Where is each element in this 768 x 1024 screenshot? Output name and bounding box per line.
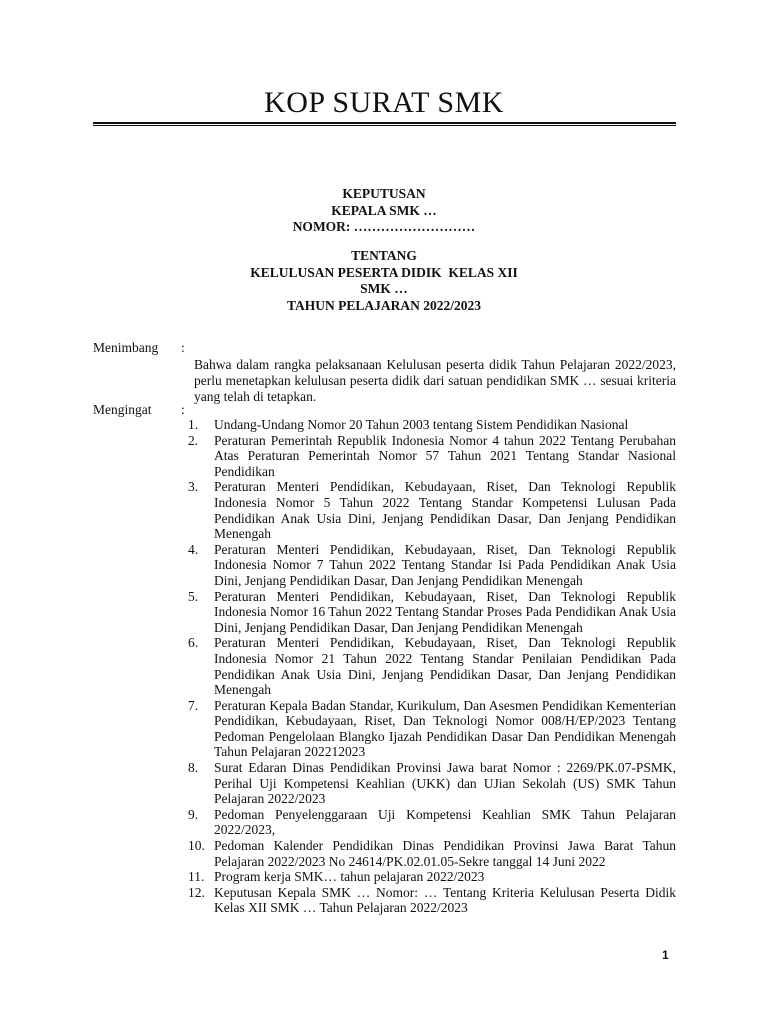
list-item bbox=[188, 807, 676, 838]
list-item bbox=[188, 635, 676, 697]
letterhead-divider bbox=[93, 122, 676, 126]
list-item bbox=[188, 838, 676, 869]
list-item-number: 10. bbox=[188, 838, 205, 854]
list-item-text: Pedoman Kalender Pendidikan Dinas Pendidikan Provinsi Jawa Barat Tahun Pelajaran 2022/2023 No 24614/PK.02.01.05-Sekre tanggal 14 Juni 2022 bbox=[214, 838, 676, 869]
list-item-text: Peraturan Kepala Badan Standar, Kurikulum, Dan Asesmen Pendidikan Kementerian Pendidikan, Kebudayaan, Riset, Dan Teknologi Nomor 008/H/EP/2023 Tentang Pedoman Pengelolaan Blangko Ijazah Pendidikan Dasar Dan Pendidikan Menengah Tahun Pelajaran 202212023 bbox=[214, 697, 676, 760]
list-item bbox=[188, 417, 676, 433]
page-number: 1 bbox=[662, 948, 669, 962]
decree-title: KEPUTUSAN bbox=[342, 186, 426, 201]
list-item-number: 5. bbox=[188, 588, 199, 604]
list-item-number: 2. bbox=[188, 432, 199, 448]
mengingat-label: Mengingat bbox=[93, 402, 152, 417]
mengingat-list bbox=[188, 417, 676, 916]
list-item-number: 6. bbox=[188, 635, 199, 651]
list-item-number: 9. bbox=[188, 806, 199, 822]
list-item bbox=[188, 589, 676, 636]
list-item bbox=[188, 885, 676, 916]
list-item bbox=[188, 542, 676, 589]
list-item-text: Peraturan Menteri Pendidikan, Kebudayaan, Riset, Dan Teknologi Republik Indonesia Nomor 21 Tahun 2022 Tentang Standar Penilaian Pendidikan Pada Pendidikan Anak Usia Dini, Jenjang Pendidikan Dasar, Dan Jenjang Pendidikan Menengah bbox=[214, 635, 676, 698]
list-item-text: Keputusan Kepala SMK … Nomor: … Tentang Kriteria Kelulusan Peserta Didik Kelas XII SMK … Tahun Pelajaran 2022/2023 bbox=[214, 884, 676, 916]
decree-heading bbox=[0, 186, 768, 236]
list-item-number: 8. bbox=[188, 760, 199, 776]
menimbang-colon: : bbox=[181, 340, 185, 355]
subject-school: SMK … bbox=[360, 281, 408, 296]
mengingat-colon: : bbox=[181, 402, 185, 417]
decree-number: NOMOR: ……………………… bbox=[292, 219, 476, 234]
list-item-number: 7. bbox=[188, 697, 199, 713]
list-item-number: 3. bbox=[188, 479, 199, 495]
list-item-number: 4. bbox=[188, 541, 199, 557]
list-item bbox=[188, 433, 676, 480]
subject-heading bbox=[0, 248, 768, 314]
list-item bbox=[188, 698, 676, 760]
list-item-text: Undang-Undang Nomor 20 Tahun 2003 tentang Sistem Pendidikan Nasional bbox=[214, 417, 629, 432]
menimbang-text: Bahwa dalam rangka pelaksanaan Kelulusan peserta didik Tahun Pelajaran 2022/2023, perlu menetapkan kelulusan peserta didik dari satuan pendidikan SMK … sesuai kriteria yang telah di tetapkan. bbox=[194, 357, 676, 404]
decree-issuer: KEPALA SMK … bbox=[331, 202, 437, 218]
list-item-text: Peraturan Menteri Pendidikan, Kebudayaan, Riset, Dan Teknologi Republik Indonesia Nomor 5 Tahun 2022 Tentang Standar Kompetensi Lulusan Pada Pendidikan Anak Usia Dini, Jenjang Pendidikan Dasar, Dan Jenjang Pendidikan Menengah bbox=[214, 479, 676, 542]
list-item-text: Pedoman Penyelenggaraan Uji Kompetensi Keahlian SMK Tahun Pelajaran 2022/2023, bbox=[214, 806, 676, 838]
list-item-number: 11. bbox=[188, 869, 205, 885]
subject-title: KELULUSAN PESERTA DIDIK KELAS XII bbox=[250, 264, 518, 280]
list-item-text: Peraturan Menteri Pendidikan, Kebudayaan, Riset, Dan Teknologi Republik Indonesia Nomor 16 Tahun 2022 Tentang Standar Proses Pada Pendidikan Anak Usia Dini, Jenjang Pendidikan Dasar, Dan Jenjang Pendidikan Menengah bbox=[214, 588, 676, 635]
list-item-text: Peraturan Pemerintah Republik Indonesia Nomor 4 tahun 2022 Tentang Perubahan Atas Peraturan Pemerintah Nomor 57 Tahun 2021 Tentang Standar Nasional Pendidikan bbox=[214, 432, 676, 479]
list-item-text: Peraturan Menteri Pendidikan, Kebudayaan, Riset, Dan Teknologi Republik Indonesia Nomor 7 Tahun 2022 Tentang Standar Isi Pada Pendidikan Anak Usia Dini, Jenjang Pendidikan Dasar, Dan Jenjang Pendidikan Menengah bbox=[214, 541, 676, 588]
letterhead-title: KOP SURAT SMK bbox=[264, 86, 504, 119]
list-item-number: 1. bbox=[188, 417, 199, 432]
list-item-text: Program kerja SMK… tahun pelajaran 2022/2023 bbox=[214, 869, 485, 885]
subject-year: TAHUN PELAJARAN 2022/2023 bbox=[286, 297, 481, 313]
list-item bbox=[188, 479, 676, 541]
menimbang-label: Menimbang bbox=[93, 340, 159, 355]
list-item-number: 12. bbox=[188, 884, 205, 900]
list-item bbox=[188, 760, 676, 807]
list-item-text: Surat Edaran Dinas Pendidikan Provinsi Jawa barat Nomor : 2269/PK.07-PSMK, Perihal Uji Kompetensi Keahlian (UKK) dan UJian Sekolah (US) SMK Tahun Pelajaran 2022/2023 bbox=[214, 760, 676, 807]
subject-intro: TENTANG bbox=[351, 248, 417, 263]
list-item bbox=[188, 869, 676, 885]
